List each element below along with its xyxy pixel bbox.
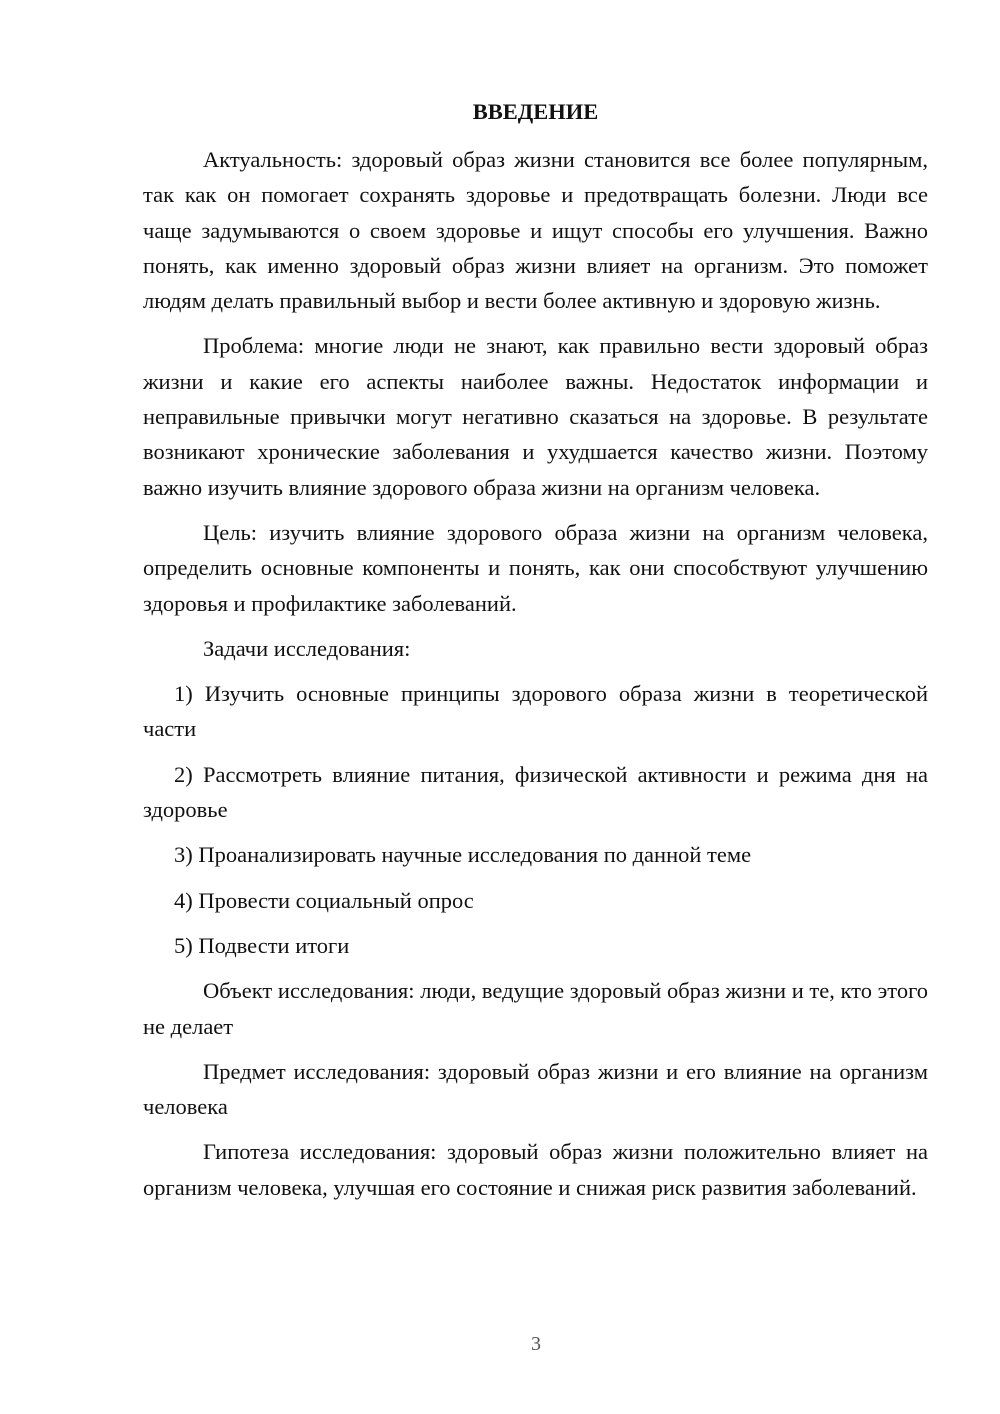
object-paragraph: Объект исследования: люди, ведущие здоровый образ жизни и те, кто этого не делает — [143, 978, 928, 1039]
hypothesis-paragraph: Гипотеза исследования: здоровый образ жизни положительно влияет на организм человека, улучшая его состояние и снижая риск развития заболеваний. — [143, 1139, 928, 1200]
relevance-paragraph: Актуальность: здоровый образ жизни становится все более популярным, так как он помогает сохранять здоровье и предотвращать болезни. Люди все чаще задумываются о своем здоровье и ищут способы его улучшения. Важно понять, как именно здоровый образ жизни влияет на организм. Это поможет людям делать правильный выбор и вести более активную и здоровую жизнь. — [143, 147, 928, 314]
page-number: 3 — [531, 1333, 541, 1355]
task-item-5: 5) Подвести итоги — [174, 932, 350, 958]
subject-paragraph: Предмет исследования: здоровый образ жизни и его влияние на организм человека — [143, 1058, 928, 1120]
task-item-4: 4) Провести социальный опрос — [174, 887, 474, 913]
problem-paragraph: Проблема: многие люди не знают, как правильно вести здоровый образ жизни и какие его аспекты наиболее важны. Недостаток информации и неправильные привычки могут негативно сказаться на здоровье. В результате возникают хронические заболевания и ухудшается качество жизни. Поэтому важно изучить влияние здорового образа жизни на организм человека. — [143, 333, 928, 500]
task-item-3: 3) Проанализировать научные исследования по данной теме — [174, 842, 752, 868]
tasks-header: Задачи исследования: — [203, 635, 411, 661]
task-item-2: 2) Рассмотреть влияние питания, физической активности и режима дня на здоровье — [143, 761, 928, 823]
task-item-1: 1) Изучить основные принципы здорового образа жизни в теоретической части — [143, 681, 928, 742]
document-body — [143, 94, 928, 1215]
goal-paragraph: Цель: изучить влияние здорового образа жизни на организм человека, определить основные компоненты и понять, как они способствуют улучшению здоровья и профилактике заболеваний. — [143, 519, 928, 616]
section-title: ВВЕДЕНИЕ — [472, 99, 599, 124]
